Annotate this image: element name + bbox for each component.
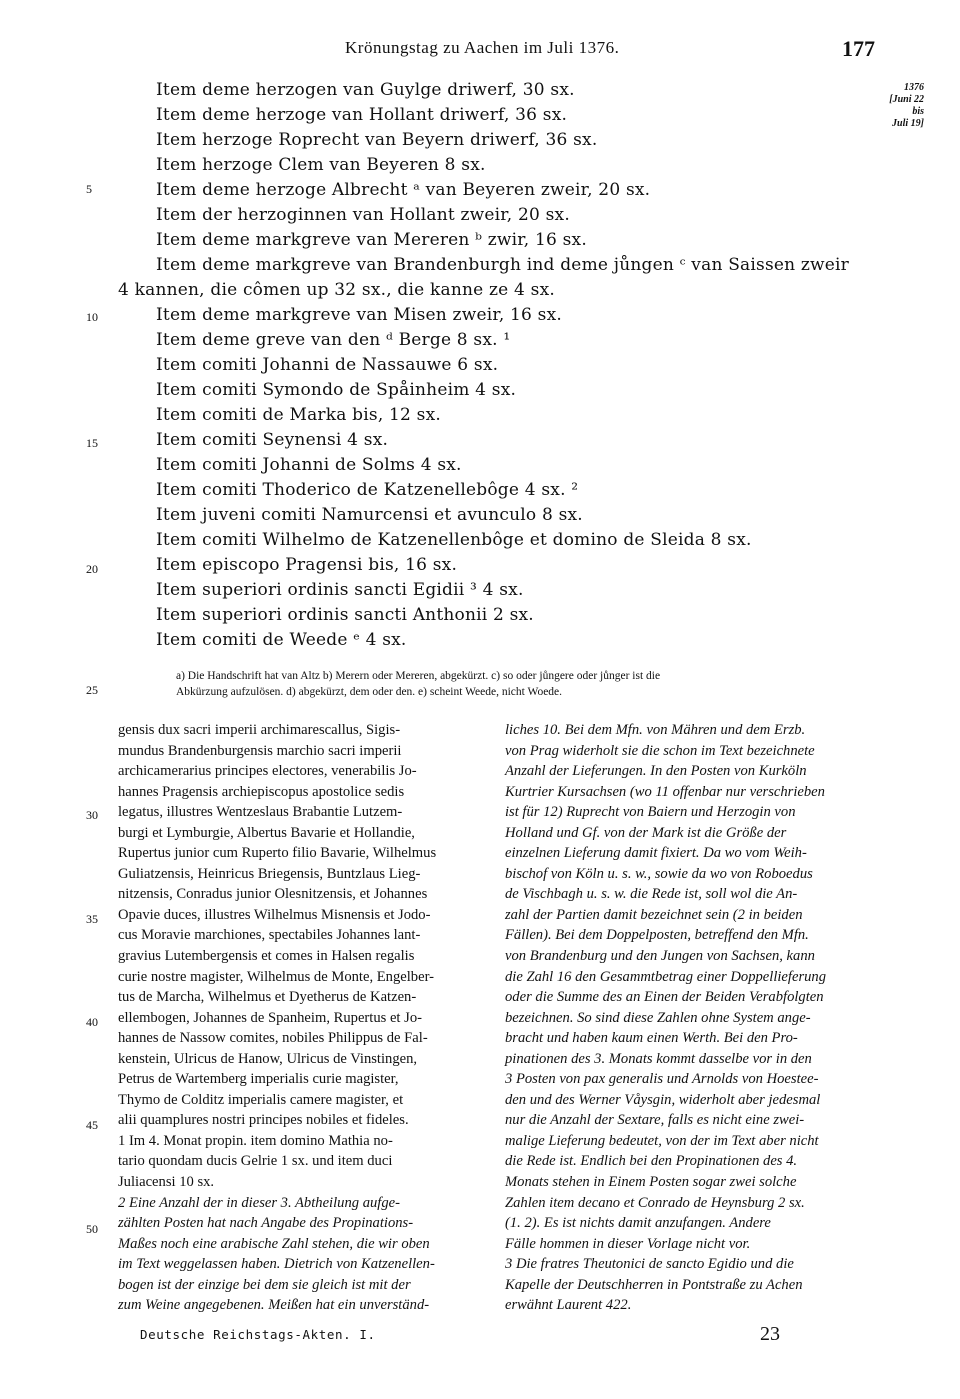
text-line: Item comiti de Marka bis, 12 sx. [156,405,441,425]
imprint: Deutsche Reichstags-Akten. I. [140,1327,376,1342]
variant-note: Abkürzung aufzulösen. d) abgekürzt, dem oder den. e) scheint Weede, nicht Woede. [176,686,563,698]
running-title: Krönungstag zu Aachen im Juli 1376. [345,38,620,57]
line-number: 10 [86,310,98,324]
text-line: Item superiori ordinis sancti Anthonii 2 sx. [156,605,534,625]
line-number: 40 [86,1015,98,1029]
text-line: Item comiti Johanni de Nassauwe 6 sx. [156,355,499,375]
text-line: Item der herzoginnen van Hollant zweir, 20 sx. [156,205,570,225]
line-number: 50 [86,1222,98,1236]
text-line: Item comiti Johanni de Solms 4 sx. [156,455,462,475]
line-number: 45 [86,1118,98,1132]
text-line: Item deme markgreve van Mereren ᵇ zwir, 16 sx. [156,230,587,250]
text-line: Item superiori ordinis sancti Egidii ³ 4 sx. [156,580,524,600]
text-line: Item deme herzoge Albrecht ᵃ van Beyeren zweir, 20 sx. [156,180,651,200]
variant-note: a) Die Handschrift hat van Altz b) Merern oder Mereren, abgekürzt. c) so oder jůngere oder jůnger ist die [176,670,661,682]
right-column: liches 10. Bei dem Mfn. von Mähren und dem Erzb. von Prag widerholt sie die schon im Text bezeichnete Anzahl der Lieferungen. In den Posten von Kurköln Kurtrier Kursachsen (wo 11 offenbar nur verschrieben ist für 12) Ruprecht von Baiern und Herzogin von Holland und Gf. von der Mark ist die Größe der einzelnen Lieferung damit fixiert. Da wo vom Weih- bischof von Köln u. s. w., sowie da wo von Roboedus de Vischbagh u. s. w. die Rede ist, soll wol die An- zahl der Partien damit bezeichnet sein (2 in beiden Fällen). Bei dem Doppelposten, betreffend den Mfn. von Brandenburg und den Jungen von Sachsen, kann die Zahl 16 den Gesammtbetrag einer Doppellieferung oder die Summe des an Einen der Beiden Verabfolgten bezeichnen. So sind diese Zahlen ohne System ange- bracht und haben kaum einen Werth. Bei den Pro- pinationen des 3. Monats kommt dasselbe vor in den 3 Posten von pax generalis und Arnolds von Hoestee- den und des Werner Våysgin, widerholt aber jedesmal nur die Anzahl der Sextare, falls es nicht eine zwei- malige Lieferung bedeutet, von der im Text aber nicht die Rede ist. Endlich bei den Propinationen des 4. Monats stehen in Einem Posten sogar zwei solche Zahlen item decano et Conrado de Heynsburg 2 sx. (1. 2). Es ist nichts damit anzufangen. Andere Fälle hommen in dieser Vorlage nicht vor. 3 Die fratres Theutonici de sancto Egidio und die Kapelle der Deutschherren in Pontstraße zu Achen erwähnt Laurent 422. [505,722,827,1314]
text-line: Item deme markgreve van Misen zweir, 16 sx. [156,305,562,325]
text-line: Item comiti Thoderico de Katzenellebôge 4 sx. ² [156,480,579,500]
line-number: 30 [86,808,98,822]
text-line: Item deme markgreve van Brandenburgh ind deme jůngen ᶜ van Saissen zweir [156,255,850,275]
line-number: 5 [86,182,92,196]
side-note: 1376 [Juni 22 bis Juli 19] [889,82,924,129]
left-column: gensis dux sacri imperii archimarescallus, Sigis- mundus Brandenburgensis marchio sacri imperii archicamerarius principes electores, venerabilis Jo- hannes Pragensis archiepiscopus apostolice sedis legatus, illustres Wentzeslaus Brabantie Lutzem- burgi et Lymburgie, Albertus Bavarie et Hollandie, Rupertus junior cum Ruperto filio Bavarie, Wilhelmus Guliatzensis, Heinricus Briegensis, Buntzlaus Lieg- nitzensis, Conradus junior Olesnitzensis, et Johannes Opavie duces, illustres Wilhelmus Misnensis et Jodo- cus Moravie marchiones, spectabiles Johannes lant- gravius Lutembergensis et comes in Halsen regalis curie nostre magister, Wilhelmus de Monte, Engelber- tus de Marcha, Wilhelmus et Dyetherus de Katzen- ellembogen, Johannes de Spanheim, Rupertus et Jo- hannes de Nassow comites, nobiles Philippus de Fal- kenstein, Ulricus de Hanow, Ulricus de Vinstingen, Petrus de Wartemberg imperialis curie magister, Thymo de Colditz imperialis camere magister, et alii quamplures nostri principes nobiles et fideles. 1 Im 4. Monat propin. item domino Mathia no- tario quondam ducis Gelrie 1 sx. und item duci Juliacensi 10 sx. 2 Eine Anzahl der in dieser 3. Abtheilung aufge- zählten Posten hat nach Angabe des Propinations- Maßes noch eine arabische Zahl stehen, die wir oben im Text weggelassen haben. Dietrich von Katzenellen- bogen ist der einzige bei dem sie gleich ist mit der zum Weine angegebenen. Meißen hat ein unverständ- [118,722,437,1314]
text-line: Item episcopo Pragensi bis, 16 sx. [156,555,458,575]
line-number: 20 [86,562,98,576]
line-number: 25 [86,683,98,697]
text-line: Item herzoge Roprecht van Beyern driwerf, 36 sx. [156,130,598,150]
text-line: Item juveni comiti Namurcensi et avunculo 8 sx. [156,505,583,525]
text-line: Item deme greve van den ᵈ Berge 8 sx. ¹ [156,330,511,350]
text-line: Item herzoge Clem van Beyeren 8 sx. [156,155,486,175]
line-number: 15 [86,436,98,450]
text-line: Item comiti Symondo de Spåinheim 4 sx. [156,380,517,400]
signature-mark: 23 [760,1323,780,1345]
text-line: 4 kannen, die cômen up 32 sx., die kanne ze 4 sx. [118,280,555,300]
text-line: Item comiti Wilhelmo de Katzenellenbôge et domino de Sleida 8 sx. [156,530,752,550]
text-line: Item comiti Seynensi 4 sx. [156,430,389,450]
text-line: Item comiti de Weede ᵉ 4 sx. [156,630,407,650]
line-number: 35 [86,912,98,926]
page-number: 177 [842,36,875,61]
text-line: Item deme herzoge van Hollant driwerf, 36 sx. [156,105,568,125]
text-line: Item deme herzogen van Guylge driwerf, 30 sx. [156,80,575,100]
